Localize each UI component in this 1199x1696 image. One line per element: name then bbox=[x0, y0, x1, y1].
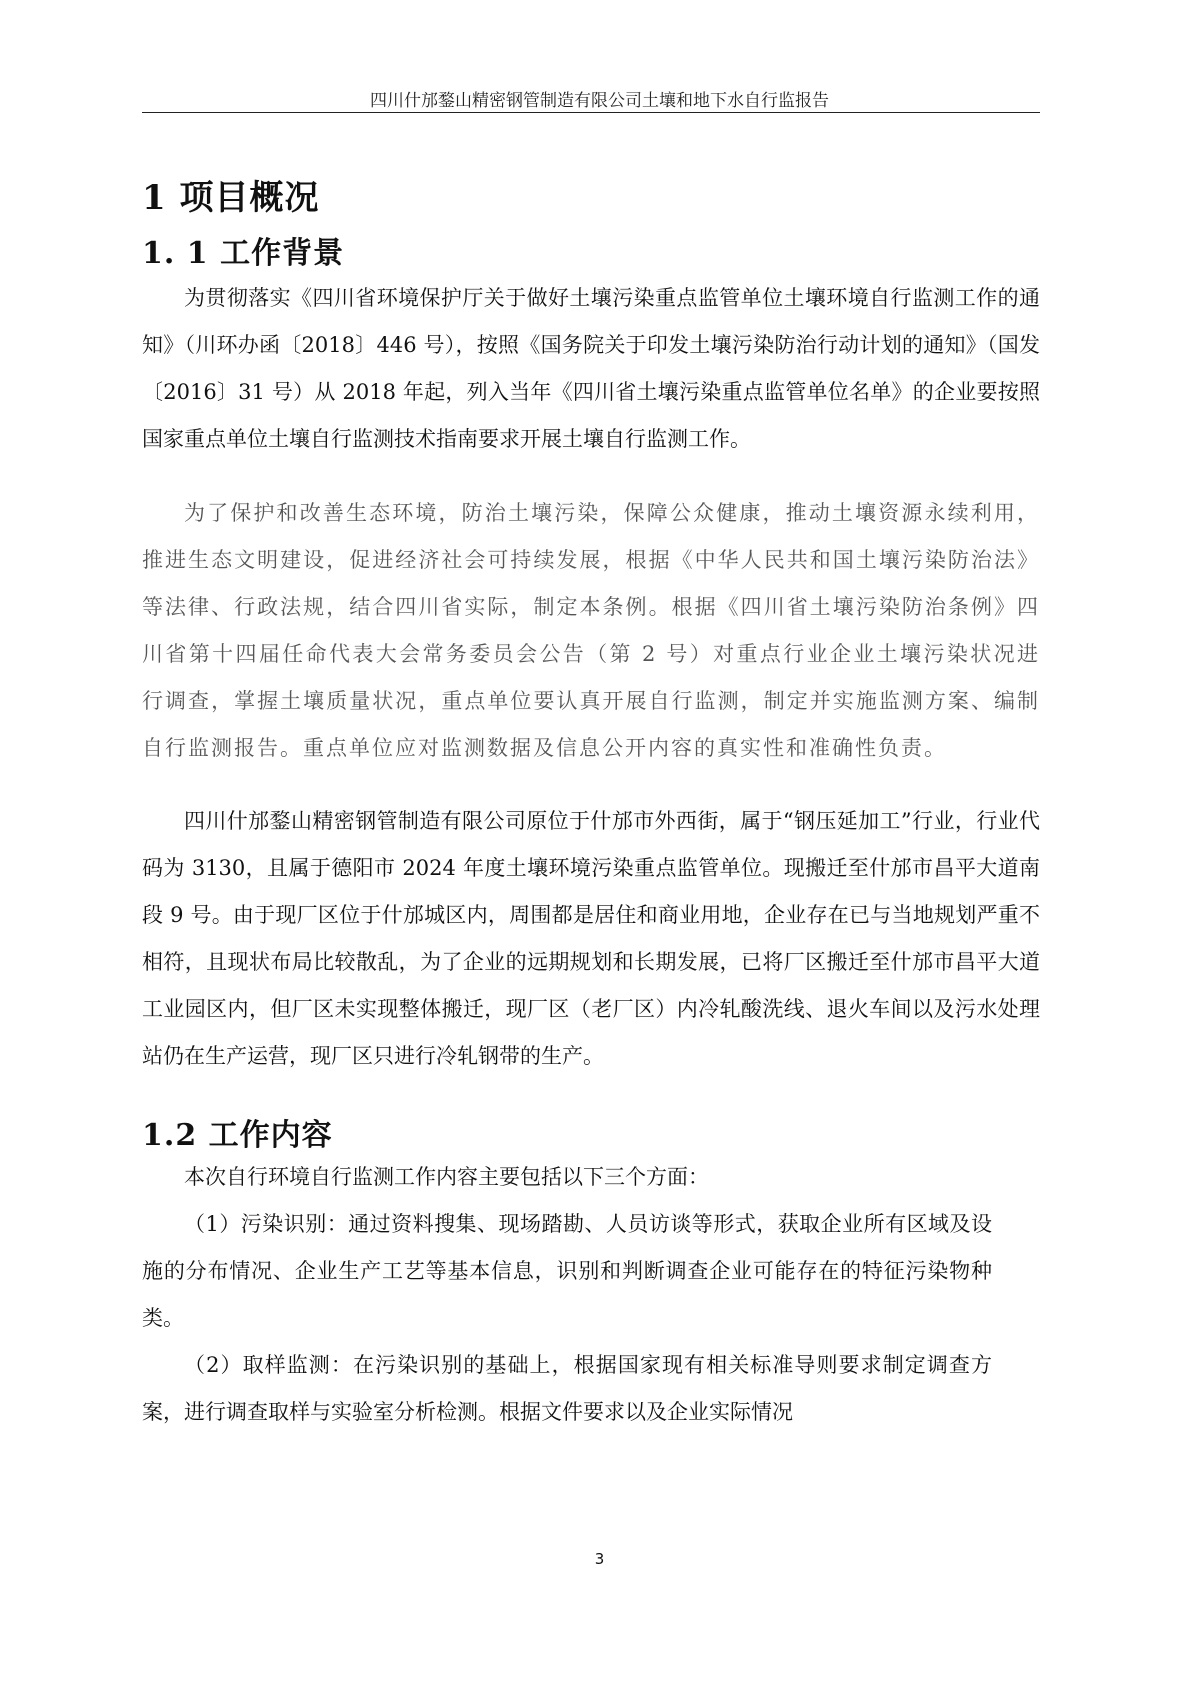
paragraph-background-3: 四川什邡鍪山精密钢管制造有限公司原位于什邡市外西街，属于“钢压延加工”行业，行业代码为 3130，且属于德阳市 2024 年度土壤环境污染重点监管单位。现搬迁至什邡市昌平大道南段 9 号。由于现厂区位于什邡城区内，周围都是居住和商业用地，企业存在已与当地规划严重不相符，且现状布局比较散乱，为了企业的远期规划和长期发展，已将厂区搬迁至什邡市昌平大道工业园区内，但厂区未实现整体搬迁，现厂区（老厂区）内冷轧酸洗线、退火车间以及污水处理站仍在生产运营，现厂区只进行冷轧钢带的生产。 bbox=[142, 809, 1040, 1068]
page-number: 3 bbox=[594, 1550, 605, 1568]
running-header: 四川什邡鍪山精密钢管制造有限公司土壤和地下水自行监报告 bbox=[370, 91, 829, 111]
paragraph-content-intro: 本次自行环境自行监测工作内容主要包括以下三个方面： bbox=[184, 1165, 709, 1189]
paragraph-content-item-1: （1）污染识别：通过资料搜集、现场踏勘、人员访谈等形式，获取企业所有区域及设施的分布情况、企业生产工艺等基本信息，识别和判断调查企业可能存在的特征污染物种类。 bbox=[142, 1212, 992, 1330]
paragraph-background-1: 为贯彻落实《四川省环境保护厅关于做好土壤污染重点监管单位土壤环境自行监测工作的通知》（川环办函〔2018〕446 号），按照《国务院关于印发土壤污染防治行动计划的通知》（国发〔2016〕31 号）从 2018 年起，列入当年《四川省土壤污染重点监管单位名单》的企业要按照国家重点单位土壤自行监测技术指南要求开展土壤自行监测工作。 bbox=[142, 286, 1040, 451]
paragraph-content-item-2: （2）取样监测：在污染识别的基础上，根据国家现有相关标准导则要求制定调查方案，进行调查取样与实验室分析检测。根据文件要求以及企业实际情况 bbox=[142, 1353, 992, 1424]
paragraph-background-2: 为了保护和改善生态环境，防治土壤污染，保障公众健康，推动土壤资源永续利用，推进生态文明建设，促进经济社会可持续发展，根据《中华人民共和国土壤污染防治法》等法律、行政法规，结合四川省实际，制定本条例。根据《四川省土壤污染防治条例》四川省第十四届任命代表大会常务委员会公告（第 2 号）对重点行业企业土壤污染状况进行调查，掌握土壤质量状况，重点单位要认真开展自行监测，制定并实施监测方案、编制自行监测报告。重点单位应对监测数据及信息公开内容的真实性和准确性负责。 bbox=[142, 501, 1040, 760]
section-heading-1-1: 1. 1 工作背景 bbox=[142, 236, 345, 271]
section-heading-1: 1 项目概况 bbox=[142, 178, 320, 218]
header-divider bbox=[142, 112, 1040, 113]
section-heading-1-2: 1.2 工作内容 bbox=[142, 1118, 333, 1153]
